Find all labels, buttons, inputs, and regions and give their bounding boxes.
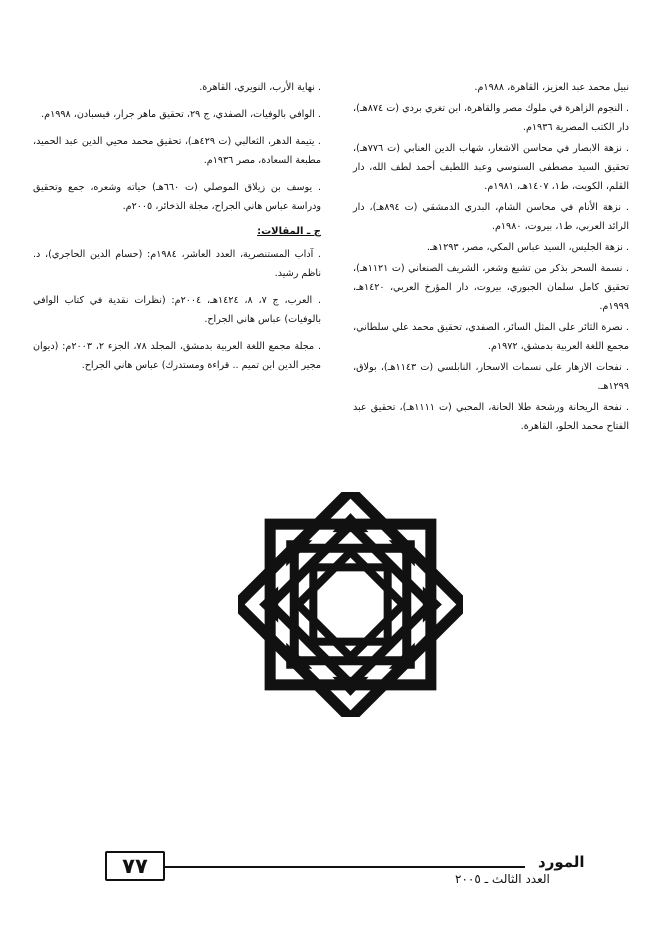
reference-entry: . نصرة الثائر على المثل السائر، الصفدي، تحقيق محمد علي سلطاني، مجمع اللغة العربية بدمشق، ١٩٧٢م. [353, 322, 629, 352]
reference-entry: . العرب، ج ٧، ٨، ١٤٢٤هـ، ٢٠٠٤م: (نظرات نقدية في كتاب الوافي بالوفيات) عباس هاني الجراح. [33, 295, 322, 325]
footer-rule [165, 866, 525, 868]
issue-label: العدد الثالث ـ ٢٠٠٥ [455, 872, 550, 886]
reference-entry: . الوافي بالوفيات، الصفدي، ج ٢٩، تحقيق ماهر جرار، فيسبادن، ١٩٩٨م. [41, 109, 321, 120]
geometric-star-ornament [238, 492, 463, 717]
reference-entry: . نسمة السحر بذكر من تشيع وشعر، الشريف الصنعاني (ت ١١٢١هـ)، تحقيق كامل سلمان الجبوري، بيروت، دار المؤرخ العربي، ١٤٢٠هـ، ١٩٩٩م. [353, 263, 629, 312]
reference-entry: . آداب المستنصرية، العدد العاشر، ١٩٨٤م: (حسام الدين الحاجري)، د. ناظم رشيد. [33, 249, 321, 279]
reference-entry: . مجلة مجمع اللغة العربية بدمشق، المجلد ٧٨، الجزء ٢، ٢٠٠٣م: (ديوان مجير الدين ابن تميم .. قراءة ومستدرك) عباس هاني الجراح. [33, 341, 322, 371]
page-number: ٧٧ [105, 851, 165, 881]
right-column [353, 78, 629, 438]
reference-entry: . نزهة الأنام في محاسن الشام، البدري الدمشقي (ت ٨٩٤هـ)، دار الرائد العربي، ط١، بيروت، ١٩٨٠م. [353, 202, 629, 232]
journal-name: المورد [538, 853, 585, 871]
articles-heading: ج ـ المقالات: [257, 226, 321, 237]
reference-entry: . النجوم الزاهرة في ملوك مصر والقاهرة، ابن تغري بردي (ت ٨٧٤هـ)، دار الكتب المصرية ١٩٣٦م. [353, 103, 629, 133]
reference-entry: . يتيمة الدهر، الثعالبي (ت ٤٢٩هـ)، تحقيق محمد محيي الدين عبد الحميد، مطبعة السعادة، مصر ١٩٣٦م. [33, 136, 321, 166]
reference-entry: . نهاية الأرب، النويري، القاهرة. [199, 82, 321, 93]
reference-entry: . نفحات الازهار على نسمات الاسحار، النابلسي (ت ١١٤٣هـ)، بولاق، ١٢٩٩هـ. [353, 362, 630, 392]
reference-entry: . نزهة الجليس، السيد عباس المكي، مصر، ١٢٩٣هـ. [427, 242, 629, 253]
reference-entry: نبيل محمد عبد العزيز، القاهرة، ١٩٨٨م. [474, 82, 629, 93]
reference-entry: . نفحة الريحانة ورشحة طلا الحانة، المحبي (ت ١١١١هـ)، تحقيق عبد الفتاح محمد الحلو، القاهرة. [353, 402, 629, 432]
left-column [33, 78, 321, 377]
reference-entry: . يوسف بن زيلاق الموصلي (ت ٦٦٠هـ) حياته وشعره، جمع وتحقيق ودراسة عباس هاني الجراح، مجلة الذخائر، ٢٠٠٥م. [33, 182, 321, 212]
reference-entry: . نزهة الابصار في محاسن الاشعار، شهاب الدين العنابي (ت ٧٧٦هـ)، تحقيق السيد مصطفى السنوسي وعبد اللطيف أحمد لطف الله، دار القلم، الكويت، ط١، ١٤٠٧هـ، ١٩٨١م. [353, 143, 629, 192]
